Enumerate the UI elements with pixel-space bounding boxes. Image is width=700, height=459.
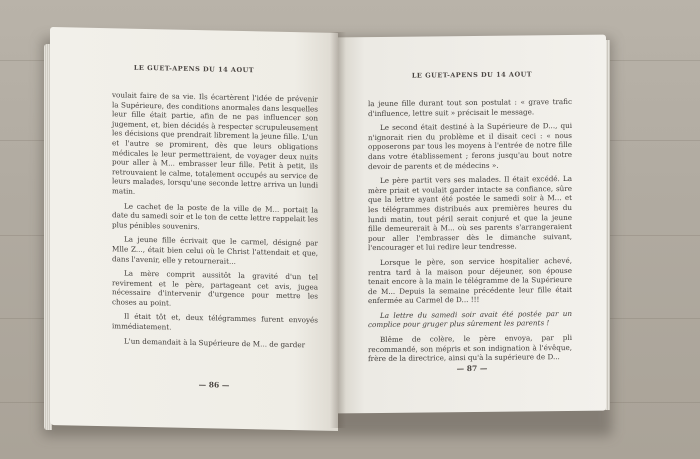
left-paragraph-1: voulait faire de sa vie. Ils écartèrent l'idée de prévenir la Supérieure, des conditions anormales dans lesquelles leur fille était partie, afin de ne pas influencer son jugement, et, bien décidés à respecter scrupuleusement les décisions que prendrait librement la jeune fille. L'un et l'autre se promirent, dès que leurs obligations médicales le leur permettraient, de voyager deux nuits pour aller à M... embrasser leur fille. Petit à petit, ils retrouvaient le calme, totalement occupés au service de leurs malades, lorsqu'une seconde lettre arriva un lundi matin. bbox=[112, 90, 318, 196]
left-page bbox=[50, 27, 338, 431]
right-page-number: — 87 — bbox=[456, 363, 488, 374]
right-paragraph-1: la jeune fille durant tout son postulat : « grave trafic d'influence, lettre suit » précisait le message. bbox=[368, 96, 572, 118]
right-paragraph-4: Lorsque le père, son service hospitalier achevé, rentra tard à la maison pour déjeuner, son épouse tenait encore à la main le télégramme de la Supérieure de M... Depuis la semaine précédente leur fille était enfermée au Carmel de D... !!! bbox=[368, 255, 572, 306]
right-page-body bbox=[368, 97, 572, 369]
right-paragraph-2: Le second était destiné à la Supérieure de D..., qui n'ignorait rien du problème et il disait ceci : « nous opposerons par tous les moyens à l'entrée de notre fille dans votre établissement ; ferons jusqu'au bout notre devoir de parents et de médecins ». bbox=[368, 121, 572, 171]
right-paragraph-5: La lettre du samedi soir avait été postée par un complice pour gruger plus sûrement les parents ! bbox=[368, 308, 572, 330]
left-page-number: — 86 — bbox=[198, 380, 230, 390]
left-page-body bbox=[112, 90, 318, 355]
right-page bbox=[338, 35, 606, 414]
right-paragraph-3: Le père partit vers ses malades. Il était excédé. La mère priait et voulait garder intacte sa confiance, sûre que la lettre ayant été postée le samedi soir à M... et les télégrammes distribués aux premières heures du lundi matin, tout péril serait conjuré et que la jeune fille demeurerait à M... où ses parents s'arrangeraient pour aller l'embrasser dès le dimanche suivant, l'encourager et lui redire leur tendresse. bbox=[368, 174, 572, 253]
left-paragraph-6: L'un demandait à la Supérieure de M... de garder bbox=[124, 336, 306, 349]
left-paragraph-3: La jeune fille écrivait que le carmel, désigné par Mlle Z..., était bien celui où le Christ l'attendait et que, dans l'avenir, elle y retournerait... bbox=[112, 234, 318, 266]
book-gutter bbox=[330, 32, 346, 428]
left-paragraph-2: Le cachet de la poste de la ville de M... portait la date du samedi soir et le ton de cette lettre rappelait les plus pénibles souvenirs. bbox=[112, 201, 318, 231]
left-page-header: LE GUET-APENS DU 14 AOUT bbox=[133, 63, 255, 75]
left-paragraph-4: La mère comprit aussitôt la gravité d'un tel revirement et le père, partageant cet avis, jugea nécessaire d'intervenir d'urgence pour mettre les choses au point. bbox=[112, 268, 318, 308]
right-page-header: LE GUET-APENS DU 14 AOUT bbox=[411, 70, 533, 80]
left-paragraph-5: Il était tôt et, deux télégrammes furent envoyés immédiatement. bbox=[112, 312, 318, 332]
right-paragraph-6: Blême de colère, le père envoya, par pli recommandé, son mépris et son indignation à l'évêque, frère de la directrice, ainsi qu'à la supérieure de D... bbox=[368, 333, 572, 364]
